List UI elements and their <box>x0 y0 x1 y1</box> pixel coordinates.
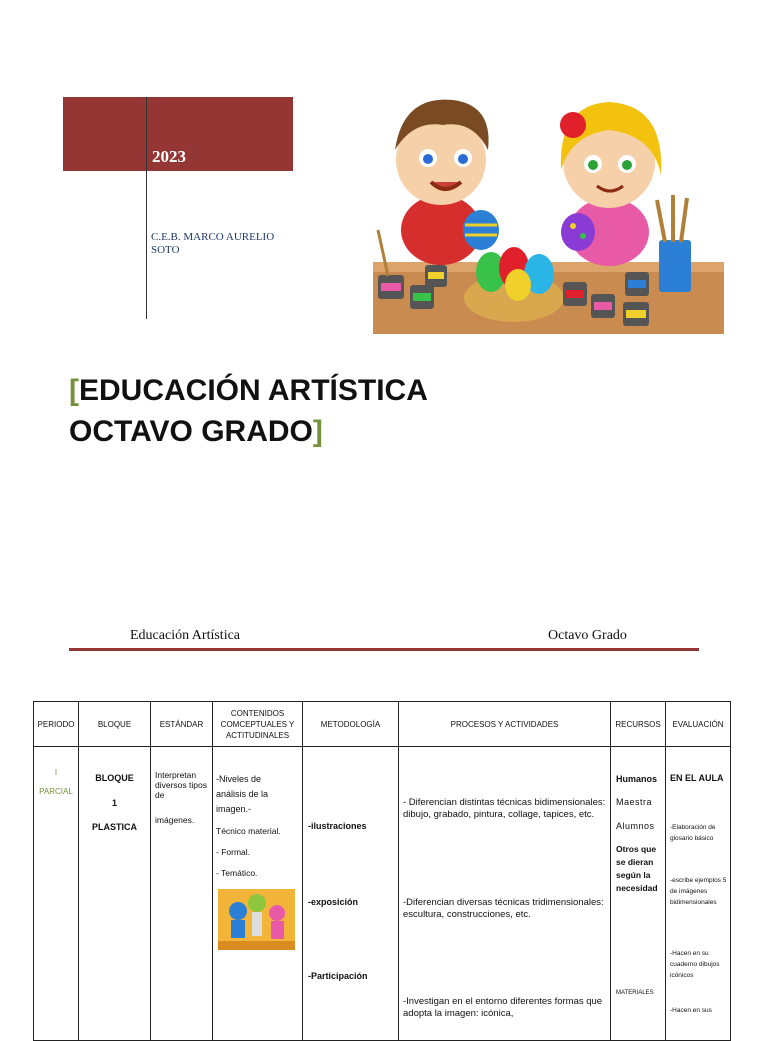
cell-evaluacion <box>666 747 731 1041</box>
bloque-label: BLOQUE <box>95 773 134 783</box>
header-metodologia: METODOLOGÍA <box>303 702 399 747</box>
periodo-number: I <box>54 768 58 777</box>
document-title <box>69 370 428 452</box>
proceso-bidimensionales: - Diferencian distintas técnicas bidimensionales: dibujo, grabado, pintura, collage, tapices, etc. <box>403 797 606 820</box>
cell-estandar <box>151 747 213 1041</box>
title-line-1-text: EDUCACIÓN ARTÍSTICA <box>79 374 428 407</box>
recursos-alumnos: Alumnos <box>616 821 655 831</box>
cell-bloque <box>79 747 151 1041</box>
header-contenidos: CONTENIDOS COMCEPTUALES Y ACTITUDINALES <box>213 702 303 747</box>
header-procesos: PROCESOS Y ACTIVIDADES <box>399 702 611 747</box>
header-periodo: PERIODO <box>34 702 79 747</box>
contenido-tematico: - Temático. <box>216 868 258 878</box>
cover-year: 2023 <box>152 147 186 166</box>
contenido-niveles: -Niveles de análisis de la imagen.- <box>216 774 269 814</box>
header-estandar: ESTÁNDAR <box>151 702 213 747</box>
evaluacion-glosario: -Elaboración de glosario básico <box>670 824 716 842</box>
evaluacion-dibujos: -Hacen en su cuaderno dibujos icónicos <box>670 950 720 979</box>
running-header-grade: Octavo Grado <box>548 628 627 643</box>
title-line-2 <box>69 411 428 452</box>
contenido-tecnico: Técnico material. <box>216 826 281 836</box>
title-line-2-text: OCTAVO GRADO <box>69 415 313 448</box>
recursos-otros: Otros que se dieran según la necesidad <box>616 844 658 893</box>
cell-recursos <box>611 747 666 1041</box>
header-bloque: BLOQUE <box>79 702 151 747</box>
lesson-plan-table <box>33 701 731 1041</box>
table-row <box>34 747 731 1041</box>
recursos-materiales: MATERIALES <box>616 990 654 996</box>
evaluacion-hacen: -Hacen en sus <box>670 1007 712 1014</box>
cartoon-characters-image <box>218 889 295 950</box>
cover-divider-line <box>146 97 147 319</box>
contenido-formal: - Formal. <box>216 847 250 857</box>
metodologia-participacion: -Participación <box>308 971 368 981</box>
bloque-number: 1 <box>111 798 117 808</box>
cell-periodo <box>34 747 79 1041</box>
cell-metodologia <box>303 747 399 1041</box>
table-header-row <box>34 702 731 747</box>
recursos-maestra: Maestra <box>616 797 653 807</box>
title-line-1 <box>69 370 428 411</box>
header-recursos: RECURSOS <box>611 702 666 747</box>
estandar-text-cont: imágenes. <box>155 815 195 825</box>
running-header-subject: Educación Artística <box>130 628 241 643</box>
cell-contenidos <box>213 747 303 1041</box>
header-evaluacion: EVALUACIÓN <box>666 702 731 747</box>
recursos-humanos: Humanos <box>616 774 658 784</box>
proceso-tridimensionales: -Diferencian diversas técnicas tridimensionales: escultura, construcciones, etc. <box>403 897 604 920</box>
evaluacion-ejemplos: -escribe ejemplos 5 de imágenes bidimensionales <box>670 877 727 906</box>
school-name: C.E.B. MARCO AURELIO SOTO <box>151 231 275 256</box>
cell-procesos <box>399 747 611 1041</box>
estandar-text: Interpretan diversos tipos de <box>155 770 207 800</box>
metodologia-ilustraciones: -ilustraciones <box>308 821 367 831</box>
proceso-investigan: -Investigan en el entorno diferentes formas que adopta la imagen: icónica, <box>403 996 603 1019</box>
bloque-name: PLASTICA <box>92 822 137 832</box>
metodologia-exposicion: -exposición <box>308 897 359 907</box>
running-header-rule <box>69 648 699 651</box>
title-open-bracket: [ <box>69 374 79 407</box>
title-close-bracket: ] <box>312 415 323 448</box>
evaluacion-en-el-aula: EN EL AULA <box>670 773 724 783</box>
children-painting-eggs-illustration <box>373 80 724 334</box>
periodo-label: PARCIAL <box>39 787 73 796</box>
